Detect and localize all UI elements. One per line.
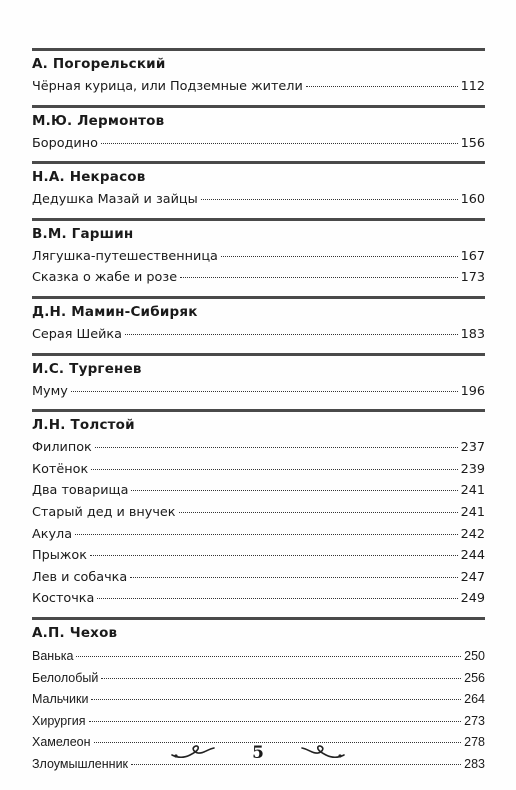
author-heading: М.Ю. Лермонтов [32, 112, 165, 129]
dot-leader [101, 143, 458, 144]
dot-leader [131, 490, 457, 491]
toc-section [32, 105, 485, 156]
dot-leader [91, 699, 461, 700]
author-heading: А.П. Чехов [32, 624, 118, 641]
toc-entry [32, 568, 485, 590]
author-heading: Н.А. Некрасов [32, 169, 146, 186]
toc-entry [32, 190, 485, 212]
entry-page-number: 278 [464, 735, 485, 750]
entry-page-number: 156 [460, 135, 485, 151]
entry-page-number: 242 [460, 526, 485, 542]
table-of-contents [32, 48, 485, 781]
dot-leader [71, 391, 458, 392]
toc-entry [32, 247, 485, 269]
author-heading: В.М. Гаршин [32, 225, 134, 242]
entry-title: Серая Шейка [32, 326, 122, 342]
entry-title: Белолобый [32, 670, 99, 685]
entry-page-number: 264 [464, 692, 485, 707]
entry-title: Прыжок [32, 548, 87, 564]
entry-title: Филипок [32, 440, 92, 456]
entry-page-number: 173 [460, 270, 485, 286]
toc-entry [32, 646, 485, 668]
entry-title: Косточка [32, 591, 95, 607]
toc-entry [32, 546, 485, 568]
entry-page-number: 239 [460, 461, 485, 477]
toc-section [32, 161, 485, 212]
toc-entry [32, 325, 485, 347]
dot-leader [90, 555, 458, 556]
toc-entry [32, 134, 485, 156]
entry-title: Ванька [32, 648, 74, 663]
toc-entry [32, 589, 485, 611]
toc-entry [32, 503, 485, 525]
dot-leader [89, 721, 462, 722]
toc-entry [32, 268, 485, 290]
entry-page-number: 183 [460, 326, 485, 342]
dot-leader [179, 512, 458, 513]
entry-title: Котёнок [32, 461, 89, 477]
toc-entry [32, 460, 485, 482]
entry-page-number: 247 [460, 569, 485, 585]
flourish-right-icon [296, 743, 346, 763]
dot-leader [101, 678, 461, 679]
entry-page-number: 273 [464, 713, 485, 728]
dot-leader [91, 469, 457, 470]
dot-leader [76, 656, 461, 657]
entry-title: Сказка о жабе и розе [32, 270, 178, 286]
dot-leader [97, 598, 457, 599]
entry-page-number: 241 [460, 504, 485, 520]
entry-page-number: 167 [460, 248, 485, 264]
entry-page-number: 283 [464, 756, 485, 771]
dot-leader [180, 277, 457, 278]
toc-entry [32, 77, 485, 99]
entry-title: Старый дед и внучек [32, 504, 176, 520]
entry-page-number: 112 [460, 79, 485, 94]
dot-leader [130, 577, 457, 578]
entry-title: Муму [32, 383, 68, 399]
entry-page-number: 249 [460, 591, 485, 607]
dot-leader [201, 199, 458, 200]
toc-entry [32, 382, 485, 404]
author-heading: Д.Н. Мамин-Сибиряк [32, 303, 198, 320]
entry-title: Мальчики [32, 692, 89, 707]
entry-title: Злоумышленник [32, 756, 129, 771]
entry-title: Хамелеон [32, 735, 91, 750]
toc-entry [32, 711, 485, 733]
toc-entry [32, 525, 485, 547]
flourish-left-icon [170, 743, 220, 763]
entry-title: Акула [32, 526, 73, 542]
toc-section [32, 409, 485, 611]
page-number: 5 [252, 743, 264, 763]
entry-page-number: 160 [460, 192, 485, 208]
entry-page-number: 250 [464, 648, 485, 663]
entry-title: Два товарища [32, 483, 129, 499]
toc-entry [32, 689, 485, 711]
toc-entry [32, 481, 485, 503]
entry-page-number: 237 [460, 440, 485, 456]
author-heading: Л.Н. Толстой [32, 417, 135, 434]
entry-page-number: 241 [460, 483, 485, 499]
toc-section [32, 218, 485, 290]
toc-entry [32, 438, 485, 460]
dot-leader [95, 447, 458, 448]
author-heading: И.С. Тургенев [32, 360, 142, 377]
dot-leader [221, 256, 458, 257]
toc-entry [32, 668, 485, 690]
entry-title: Лягушка-путешественница [32, 248, 218, 264]
entry-page-number: 196 [460, 383, 485, 399]
entry-page-number: 244 [460, 548, 485, 564]
author-heading: А. Погорельский [32, 56, 166, 72]
entry-title: Дедушка Мазай и зайцы [32, 192, 198, 208]
dot-leader [75, 534, 457, 535]
toc-section [32, 353, 485, 404]
dot-leader [306, 86, 458, 87]
entry-title: Лев и собачка [32, 569, 128, 585]
entry-title: Бородино [32, 135, 98, 151]
page-footer [0, 735, 516, 771]
dot-leader [125, 334, 458, 335]
entry-page-number: 256 [464, 670, 485, 685]
entry-title: Чёрная курица, или Подземные жители [32, 79, 303, 94]
toc-section [32, 48, 485, 99]
entry-title: Хирургия [32, 713, 86, 728]
toc-section [32, 296, 485, 347]
